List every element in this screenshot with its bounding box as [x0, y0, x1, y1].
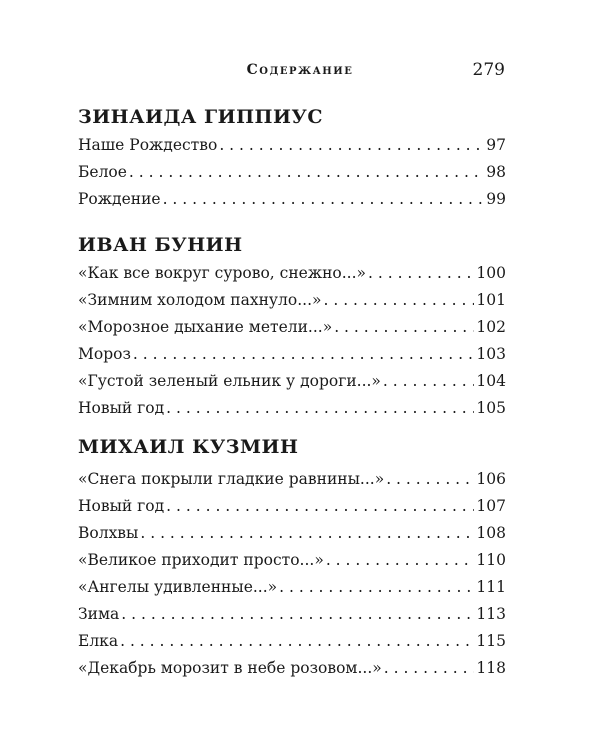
entry-title: Елка [78, 632, 119, 650]
entry-title: Волхвы [78, 524, 139, 542]
entry-page: 101 [476, 291, 506, 309]
entry-page: 111 [476, 578, 506, 596]
entry-page: 115 [476, 632, 506, 650]
entry-page: 113 [476, 605, 506, 623]
toc-entry[interactable] [78, 186, 506, 213]
entry-page: 118 [476, 659, 506, 677]
toc-entry[interactable] [78, 287, 506, 314]
author-heading: ИВАН БУНИН [78, 234, 243, 256]
toc-entry[interactable] [78, 260, 506, 287]
toc-entry[interactable] [78, 314, 506, 341]
dot-leader [166, 493, 474, 520]
toc-entry[interactable] [78, 132, 506, 159]
toc-entry[interactable] [78, 520, 506, 547]
dot-leader [279, 574, 474, 601]
running-title: Содержание [246, 62, 354, 78]
dot-leader [121, 601, 474, 628]
entry-page: 100 [476, 264, 506, 282]
dot-leader [120, 628, 474, 655]
toc-section [78, 102, 506, 213]
dot-leader [368, 260, 474, 287]
entry-page: 108 [476, 524, 506, 542]
dot-leader [133, 341, 474, 368]
dot-leader [386, 466, 474, 493]
dot-leader [129, 159, 484, 186]
entry-page: 106 [476, 470, 506, 488]
dot-leader [324, 287, 475, 314]
toc-entry[interactable] [78, 547, 506, 574]
page-number: 279 [472, 60, 505, 80]
entry-page: 103 [476, 345, 506, 363]
toc-entry[interactable] [78, 466, 506, 493]
dot-leader [219, 132, 484, 159]
author-heading: МИХАИЛ КУЗМИН [78, 436, 299, 458]
dot-leader [326, 547, 475, 574]
entry-title: Мороз [78, 345, 131, 363]
dot-leader [140, 520, 474, 547]
toc-entry[interactable] [78, 655, 506, 682]
toc-entry[interactable] [78, 628, 506, 655]
entry-title: Белое [78, 163, 127, 181]
entry-title: «Морозное дыхание метели...» [78, 318, 333, 336]
entry-title: Наше Рождество [78, 136, 218, 154]
entry-page: 102 [476, 318, 506, 336]
entry-title: Новый год [78, 497, 165, 515]
entry-page: 110 [476, 551, 506, 569]
entry-page: 97 [486, 136, 506, 154]
entry-page: 107 [476, 497, 506, 515]
toc-entry[interactable] [78, 574, 506, 601]
entry-title: Зима [78, 605, 120, 623]
toc-entry[interactable] [78, 159, 506, 186]
entry-page: 104 [476, 372, 506, 390]
entry-page: 99 [486, 190, 506, 208]
entry-title: «Зимним холодом пахнуло...» [78, 291, 322, 309]
dot-leader [334, 314, 474, 341]
entry-title: «Ангелы удивленные...» [78, 578, 278, 596]
toc-entry[interactable] [78, 493, 506, 520]
toc-entry[interactable] [78, 341, 506, 368]
dot-leader [166, 395, 474, 422]
entry-title: Новый год [78, 399, 165, 417]
entry-title: «Декабрь морозит в небе розовом...» [78, 659, 382, 677]
toc-section [78, 432, 506, 682]
toc-section [78, 230, 506, 422]
entry-page: 105 [476, 399, 506, 417]
dot-leader [384, 655, 475, 682]
toc-entry[interactable] [78, 395, 506, 422]
dot-leader [383, 368, 474, 395]
toc-entry[interactable] [78, 368, 506, 395]
author-heading: ЗИНАИДА ГИППИУС [78, 106, 323, 128]
entry-title: «Густой зеленый ельник у дороги...» [78, 372, 381, 390]
entry-title: Рождение [78, 190, 161, 208]
entry-title: «Великое приходит просто...» [78, 551, 324, 569]
entry-page: 98 [486, 163, 506, 181]
dot-leader [163, 186, 485, 213]
entry-title: «Снега покрыли гладкие равнины...» [78, 470, 385, 488]
toc-entry[interactable] [78, 601, 506, 628]
entry-title: «Как все вокруг сурово, снежно...» [78, 264, 367, 282]
